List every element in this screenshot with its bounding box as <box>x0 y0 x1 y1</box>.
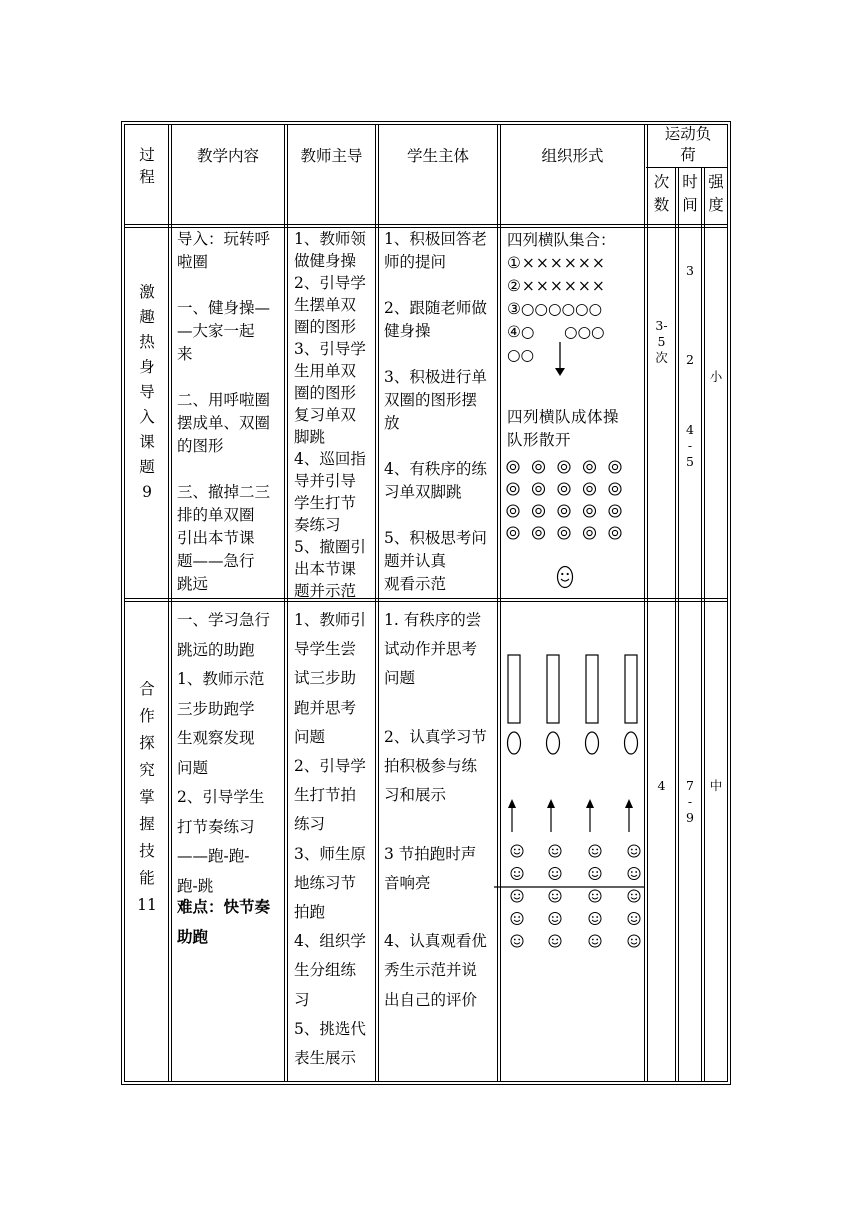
header-student: 学生主体 <box>406 147 469 165</box>
student-marker-icon <box>533 505 545 517</box>
student-marker-icon <box>584 527 596 539</box>
student-marker-icon <box>584 483 596 495</box>
student-face-icon <box>628 935 640 947</box>
row1-org-title: 四列横队集合： <box>507 231 616 249</box>
student-face-icon <box>549 868 561 880</box>
student-marker-icon <box>533 461 545 473</box>
table-border-left-inner <box>124 124 125 1082</box>
row1-time-a: 3 <box>686 263 694 278</box>
up-arrow-icon <box>547 799 555 832</box>
student-marker-icon <box>507 483 519 495</box>
row1-org-line4: ④○ ○○○ <box>507 323 605 341</box>
student-marker-icon <box>533 483 545 495</box>
student-face-icon <box>628 845 640 857</box>
col-sep-2b <box>287 124 288 1082</box>
student-face-icon <box>589 890 601 902</box>
landing-pit-icon <box>586 655 598 723</box>
student-face-icon <box>589 913 601 925</box>
col-sep-7 <box>701 167 702 1082</box>
row1-time-c: 4 - 5 <box>686 422 694 469</box>
header-content: 教学内容 <box>196 147 259 165</box>
row-separator <box>124 598 728 599</box>
down-arrow-icon <box>554 342 566 376</box>
student-face-icon <box>511 935 523 947</box>
practice-diagram <box>494 640 644 1000</box>
student-marker-icon <box>609 527 621 539</box>
col-sep-1b <box>171 124 172 1082</box>
student-face-icon <box>628 868 640 880</box>
student-face-icon <box>511 868 523 880</box>
teacher-face-icon <box>556 565 574 589</box>
row1-org-line5: ○○ <box>507 346 535 364</box>
header-separator <box>124 224 728 225</box>
col-sep-5b <box>647 124 648 1082</box>
student-face-icon <box>549 913 561 925</box>
col-sep-2 <box>284 124 285 1082</box>
student-marker-icon <box>584 505 596 517</box>
student-marker-icon <box>507 461 519 473</box>
row1-org-title2: 四列横队成体操 队形散开 <box>507 408 620 449</box>
hoop-icon <box>586 732 599 754</box>
table-border-left <box>121 121 122 1085</box>
row2-content: 一、学习急行 跳远的助跑 1、教师示范 三步助跑学 生观察发现 问题 2、引导学生 打节奏练习 ——跑-跑- 跑-跳 <box>177 611 271 895</box>
row2-process: 合 作 探 究 掌 握 技 能 11 <box>137 680 157 914</box>
load-header-separator <box>646 167 728 168</box>
row2-intensity: 中 <box>709 778 723 793</box>
hoop-icon <box>547 732 560 754</box>
student-face-icon <box>549 890 561 902</box>
col-sep-3 <box>375 124 376 1082</box>
student-face-icon <box>549 845 561 857</box>
header-exercise-load: 运动负 荷 <box>664 125 712 164</box>
student-marker-icon <box>609 505 621 517</box>
landing-pit-icon <box>625 655 637 723</box>
landing-pit-icon <box>547 655 559 723</box>
table-border-top <box>121 121 731 122</box>
header-duration: 时 间 <box>682 173 698 214</box>
student-face-icon <box>589 935 601 947</box>
student-marker-icon <box>609 483 621 495</box>
table-border-top-inner <box>124 124 728 125</box>
student-face-icon <box>549 935 561 947</box>
student-face-icon <box>589 845 601 857</box>
student-face-icon <box>628 913 640 925</box>
student-marker-icon <box>584 461 596 473</box>
row1-student: 1、积极回答老 师的提问 2、跟随老师做 健身操 3、积极进行单 双圈的图形摆 放 4、有秩序的练 习单双脚跳 5、积极思考问 题并认真 观看示范 <box>384 230 487 593</box>
row1-time-b: 2 <box>686 352 694 367</box>
up-arrow-icon <box>508 799 516 832</box>
landing-pit-icon <box>508 655 520 723</box>
student-marker-icon <box>558 461 570 473</box>
row1-org-line2: ②×××××× <box>507 277 606 295</box>
row2-time: 7 - 9 <box>686 778 694 825</box>
student-marker-icon <box>558 527 570 539</box>
row1-times: 3- 5 次 <box>655 318 668 365</box>
col-sep-6b <box>678 167 679 1082</box>
row1-intensity: 小 <box>709 369 723 384</box>
student-marker-icon <box>507 505 519 517</box>
row2-times: 4 <box>657 778 666 793</box>
student-face-icon <box>511 913 523 925</box>
hoop-icon <box>508 732 521 754</box>
table-border-right-inner <box>727 124 728 1082</box>
row2-content-difficulty: 难点：快节奏 助跑 <box>177 897 271 946</box>
table-border-right <box>730 121 731 1085</box>
col-sep-7b <box>704 167 705 1082</box>
row2-teacher: 1、教师引 导学生尝 试三步助 跑并思考 问题 2、引导学 生打节拍 练习 3、师生原 地练习节 拍跑 4、组织学 生分组练 习 5、挑选代 表生展示 <box>294 611 366 1068</box>
table-border-bottom-inner <box>124 1081 728 1082</box>
up-arrow-icon <box>586 799 594 832</box>
formation-grid <box>505 459 635 539</box>
student-marker-icon <box>609 461 621 473</box>
student-face-icon <box>511 845 523 857</box>
student-marker-icon <box>507 527 519 539</box>
col-sep-3b <box>378 124 379 1082</box>
row1-process: 激 趣 热 身 导 入 课 题 9 <box>139 283 155 501</box>
student-marker-icon <box>558 483 570 495</box>
row1-org-line3: ③○○○○○○ <box>507 300 603 318</box>
header-process: 过 程 <box>139 146 155 186</box>
up-arrow-icon <box>625 799 633 832</box>
col-sep-6 <box>675 167 676 1082</box>
student-face-icon <box>628 890 640 902</box>
hoop-icon <box>625 732 638 754</box>
student-marker-icon <box>558 505 570 517</box>
student-face-icon <box>589 868 601 880</box>
row1-teacher: 1、教师领 做健身操 2、引导学 生摆单双 圈的图形 3、引导学 生用单双 圈的图形 复习单双 脚跳 4、巡回指 导并引导 学生打节 奏练习 5、撤圈引 出本节课 题并示范 <box>294 230 366 600</box>
row1-content: 导入：玩转呼 啦圈 一、健身操— —大家一起 来 二、用呼啦圈 摆成单、双圈 的图形 三、撤掉二三 排的单双圈 引出本节课 题——急行 跳远 <box>177 230 271 593</box>
student-face-icon <box>511 890 523 902</box>
student-marker-icon <box>533 527 545 539</box>
col-sep-1 <box>168 124 169 1082</box>
header-teacher: 教师主导 <box>300 147 363 165</box>
table-border-bottom <box>121 1084 731 1085</box>
col-sep-5 <box>644 124 645 1082</box>
row-separator-2 <box>124 601 728 602</box>
row2-student: 1. 有秩序的尝 试动作并思考 问题 2、认真学习节 拍积极参与练 习和展示 3 节拍跑时声 音响亮 4、认真观看优 秀生示范并说 出自己的评价 <box>384 611 487 1009</box>
header-times: 次 数 <box>653 173 670 214</box>
header-intensity: 强 度 <box>708 173 724 214</box>
header-organization: 组织形式 <box>541 147 604 165</box>
row1-org-line1: ①×××××× <box>507 254 606 272</box>
